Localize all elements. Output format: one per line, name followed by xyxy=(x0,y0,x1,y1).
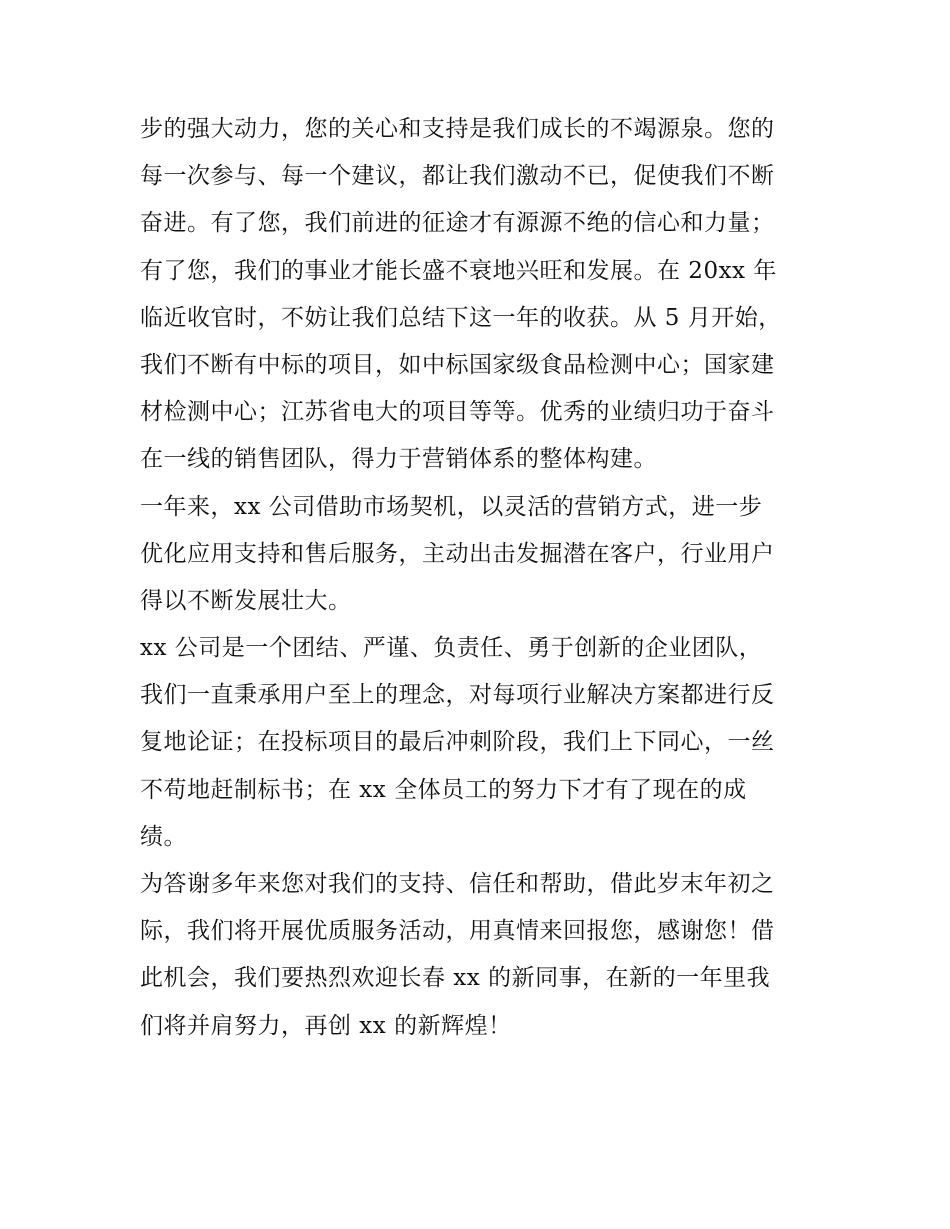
text-line: 材检测中心；江苏省电大的项目等等。优秀的业绩归功于奋斗 xyxy=(140,399,775,426)
text-line: 每一次参与、每一个建议，都让我们激动不已，促使我们不断 xyxy=(140,163,775,190)
text-line: 际，我们将开展优质服务活动，用真情来回报您，感谢您！借 xyxy=(140,918,775,945)
text-line: 优化应用支持和售后服务，主动出击发掘潜在客户，行业用户 xyxy=(140,540,775,567)
text-line: 们将并肩努力，再创 xx 的新辉煌！ xyxy=(140,1012,512,1039)
text-line: xx 公司是一个团结、严谨、负责任、勇于创新的企业团队， xyxy=(140,635,763,662)
text-line: 在一线的销售团队，得力于营销体系的整体构建。 xyxy=(140,446,657,473)
text-line: 步的强大动力，您的关心和支持是我们成长的不竭源泉。您的 xyxy=(140,116,775,142)
document-body xyxy=(140,106,820,1050)
text-line: 临近收官时，不妨让我们总结下这一年的收获。从 5 月开始， xyxy=(140,304,782,331)
text-line: 复地论证；在投标项目的最后冲刺阶段，我们上下同心，一丝 xyxy=(140,729,775,756)
text-line: 为答谢多年来您对我们的支持、信任和帮助，借此岁末年初之 xyxy=(140,871,775,897)
text-line: 得以不断发展壮大。 xyxy=(140,587,352,614)
text-line: 奋进。有了您，我们前进的征途才有源源不绝的信心和力量； xyxy=(140,210,775,237)
text-line: 不苟地赶制标书；在 xx 全体员工的努力下才有了现在的成 xyxy=(140,776,747,803)
text-line: 此机会，我们要热烈欢迎长春 xx 的新同事，在新的一年里我 xyxy=(140,965,771,992)
text-line: 一年来，xx 公司借助市场契机，以灵活的营销方式，进一步 xyxy=(140,493,763,520)
text-line: 我们一直秉承用户至上的理念，对每项行业解决方案都进行反 xyxy=(140,682,775,709)
text-line: 有了您，我们的事业才能长盛不衰地兴旺和发展。在 20xx 年 xyxy=(140,257,777,284)
text-line: 绩。 xyxy=(140,823,187,850)
text-line: 我们不断有中标的项目，如中标国家级食品检测中心；国家建 xyxy=(140,351,775,378)
